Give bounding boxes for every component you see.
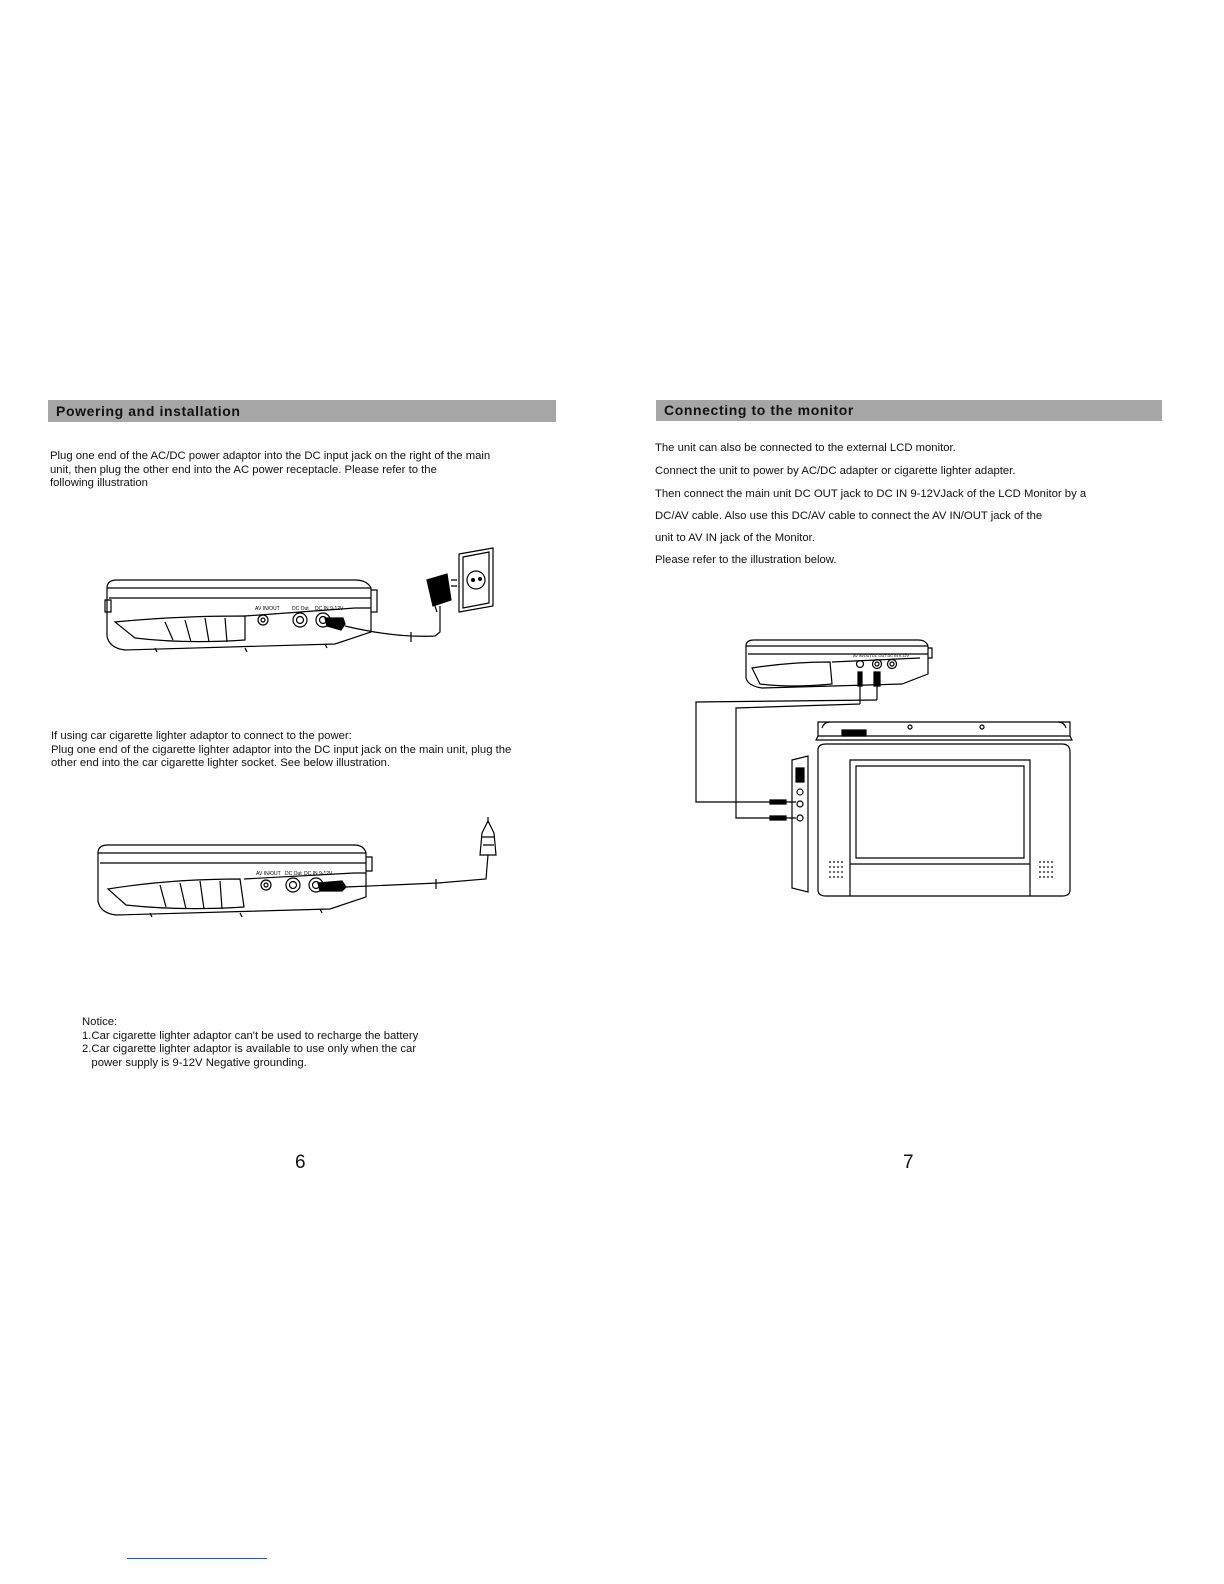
page-number-right: 7 (903, 1152, 914, 1173)
text-line: following illustration (50, 477, 148, 489)
car-lighter-illustration (90, 815, 510, 925)
text-line: Plug one end of the cigarette lighter adaptor into the DC input jack on the main unit, plug the (51, 743, 512, 756)
power-adaptor-instructions (50, 450, 490, 491)
monitor-text-line-6: Please refer to the illustration below. (655, 554, 837, 566)
monitor-connection-illustration (690, 632, 1080, 902)
right-section-header: Connecting to the monitor (656, 400, 1162, 421)
jack-label-dc: DC OUT DC IN 9-12V (872, 654, 910, 658)
notice-item-2: 2.Car cigarette lighter adaptor is available to use only when the car (82, 1043, 417, 1055)
jack-label-av: AV IN/OUT (853, 654, 872, 658)
text-line: unit, then plug the other end into the AC power receptacle. Please refer to the (50, 463, 437, 476)
car-adaptor-instructions (51, 730, 511, 771)
jack-label-dc-in: DC IN 9-12V (304, 871, 333, 877)
page-number-left: 6 (295, 1152, 306, 1173)
jack-label-dc-in: DC IN 9-12V (315, 606, 344, 612)
text-line: other end into the car cigarette lighter socket. See below illustration. (51, 757, 391, 769)
jack-label-av: AV IN/OUT (255, 606, 280, 612)
jack-label-av: AV IN/OUT (256, 871, 281, 877)
monitor-text-line-1: The unit can also be connected to the external LCD monitor. (655, 442, 956, 454)
notice-item-2-cont: power supply is 9-12V Negative grounding. (82, 1056, 307, 1069)
text-line: Plug one end of the AC/DC power adaptor into the DC input jack on the right of the main (50, 450, 491, 462)
notice (82, 1016, 418, 1070)
notice-title: Notice: (82, 1016, 118, 1028)
jack-label-dc-out: DC Out (292, 606, 309, 612)
monitor-text-line-3: Then connect the main unit DC OUT jack to DC IN 9-12VJack of the LCD Monitor by a (655, 488, 1087, 500)
monitor-text-line-5: unit to AV IN jack of the Monitor. (655, 532, 815, 544)
ac-adaptor-illustration (95, 540, 515, 670)
text-line: If using car cigarette lighter adaptor to connect to the power: (51, 730, 352, 742)
left-section-header: Powering and installation (48, 400, 556, 422)
monitor-text-line-2: Connect the unit to power by AC/DC adapter or cigarette lighter adapter. (655, 465, 1016, 477)
bottom-rule (127, 1558, 267, 1559)
jack-label-dc-out: DC Out (285, 871, 302, 877)
monitor-text-line-4: DC/AV cable. Also use this DC/AV cable to connect the AV IN/OUT jack of the (655, 510, 1043, 522)
notice-item-1: 1.Car cigarette lighter adaptor can't be used to recharge the battery (82, 1029, 419, 1042)
